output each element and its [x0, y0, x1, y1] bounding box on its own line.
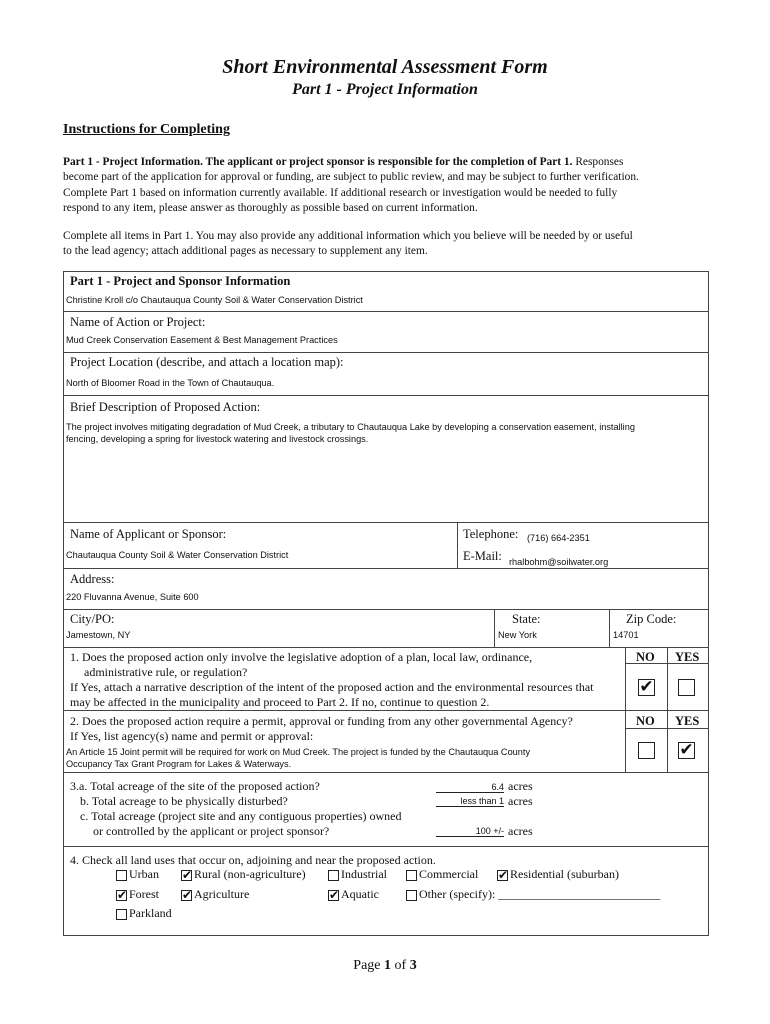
- q1-no-checkbox[interactable]: ✔: [639, 677, 654, 697]
- instructions-paragraph-2: [63, 229, 713, 260]
- q2-no-label: NO: [636, 714, 655, 728]
- other-label: Other (specify): ___________________________: [419, 887, 661, 901]
- city-label: City/PO:: [70, 612, 115, 626]
- page-of: of: [391, 958, 410, 973]
- rural-label: Rural (non-agriculture): [194, 867, 306, 881]
- location-label: Project Location (describe, and attach a location map):: [70, 355, 344, 369]
- divider: [457, 522, 458, 568]
- divider: [64, 647, 708, 648]
- instructions-text: become part of the application for approval or funding, are subject to public review, and may be subject to further verification.: [63, 171, 639, 184]
- section-title: Part 1 - Project and Sponsor Information: [70, 274, 291, 288]
- q3a-text: 3.a. Total acreage of the site of the proposed action?: [70, 779, 320, 793]
- urban-label: Urban: [129, 867, 159, 881]
- applicant-label: Name of Applicant or Sponsor:: [70, 527, 227, 541]
- divider: [667, 647, 668, 772]
- description-line: The project involves mitigating degradation of Mud Creek, a tributary to Chautauqua Lake by developing a conservation easement, installing: [66, 422, 635, 432]
- telephone-label: Telephone:: [463, 527, 519, 541]
- aquatic-label: Aquatic: [341, 887, 379, 901]
- action-value[interactable]: Mud Creek Conservation Easement & Best Management Practices: [66, 335, 338, 345]
- instructions-text: Complete Part 1 based on information currently available. If additional research or investigation would be needed to fully: [63, 186, 618, 199]
- q2-line: 2. Does the proposed action require a permit, approval or funding from any other governmental Agency?: [70, 714, 573, 728]
- other-checkbox[interactable]: [406, 890, 417, 901]
- q1-no-label: NO: [636, 650, 655, 664]
- instructions-bold-text: Part 1 - Project Information. The applicant or project sponsor is responsible for the completion of Part 1.: [63, 156, 573, 168]
- agriculture-checkbox[interactable]: ✔: [182, 888, 193, 902]
- residential-checkbox[interactable]: ✔: [498, 868, 509, 882]
- address-value[interactable]: 220 Fluvanna Avenue, Suite 600: [66, 592, 199, 602]
- q1-line: administrative rule, or regulation?: [84, 665, 248, 679]
- q3c-text: c. Total acreage (project site and any contiguous properties) owned: [80, 809, 402, 823]
- divider: [609, 609, 610, 647]
- page-current: 1: [384, 958, 392, 973]
- commercial-checkbox[interactable]: [406, 870, 417, 881]
- form-subtitle: Part 1 - Project Information: [292, 81, 478, 98]
- residential-label: Residential (suburban): [510, 867, 619, 881]
- state-value[interactable]: New York: [498, 630, 537, 640]
- description-label: Brief Description of Proposed Action:: [70, 400, 261, 414]
- instructions-heading: Instructions for Completing: [63, 122, 230, 137]
- divider: [64, 710, 708, 711]
- instructions-text: Responses: [572, 156, 624, 168]
- q2-answer[interactable]: [66, 746, 530, 770]
- q2-answer-line: An Article 15 Joint permit will be required for work on Mud Creek. The project is funded by the Chautauqua County: [66, 747, 531, 757]
- parkland-checkbox[interactable]: [116, 909, 127, 920]
- q3a-value[interactable]: 6.4: [436, 782, 504, 793]
- q4-heading: 4. Check all land uses that occur on, adjoining and near the proposed action.: [70, 853, 436, 867]
- page-prefix: Page: [353, 958, 385, 973]
- instructions-text: Complete all items in Part 1. You may also provide any additional information which you believe will be needed by or useful: [63, 230, 633, 242]
- q1-yes-label: YES: [675, 650, 700, 664]
- agriculture-label: Agriculture: [194, 887, 250, 901]
- divider: [64, 846, 708, 847]
- description-value[interactable]: [66, 421, 635, 445]
- divider: [64, 352, 708, 353]
- q3b-unit: acres: [508, 794, 533, 808]
- divider: [64, 609, 708, 610]
- divider: [64, 772, 708, 773]
- q3b-text: b. Total acreage to be physically disturbed?: [80, 794, 288, 808]
- q3c-value[interactable]: 100 +/-: [436, 826, 504, 837]
- instructions-text: respond to any item, please answer as thoroughly as possible based on current information.: [63, 201, 478, 214]
- location-value[interactable]: North of Bloomer Road in the Town of Chautauqua.: [66, 378, 275, 388]
- q3a-unit: acres: [508, 779, 533, 793]
- email-label: E-Mail:: [463, 549, 502, 563]
- divider: [494, 609, 495, 647]
- rural-checkbox[interactable]: ✔: [182, 868, 193, 882]
- forest-checkbox[interactable]: ✔: [117, 888, 128, 902]
- aquatic-checkbox[interactable]: ✔: [329, 888, 340, 902]
- description-line: fencing, developing a spring for livestock watering and livestock crossings.: [66, 434, 369, 444]
- zip-label: Zip Code:: [626, 612, 677, 626]
- divider: [625, 647, 626, 772]
- form-title: Short Environmental Assessment Form: [222, 56, 548, 78]
- q1-line: may be affected in the municipality and proceed to Part 2. If no, continue to question 2.: [70, 695, 490, 709]
- q2-no-checkbox[interactable]: [638, 742, 655, 759]
- instructions-paragraph-1: [63, 155, 713, 216]
- q2-yes-checkbox[interactable]: ✔: [679, 740, 694, 760]
- divider: [64, 311, 708, 312]
- divider: [64, 568, 708, 569]
- divider: [64, 522, 708, 523]
- q2-yes-label: YES: [675, 714, 700, 728]
- q1-yes-checkbox[interactable]: [678, 679, 695, 696]
- commercial-label: Commercial: [419, 867, 479, 881]
- address-label: Address:: [70, 572, 115, 586]
- q3b-value[interactable]: less than 1: [436, 796, 504, 807]
- sponsor-value[interactable]: Christine Kroll c/o Chautauqua County Soil & Water Conservation District: [66, 295, 363, 305]
- industrial-label: Industrial: [341, 867, 387, 881]
- city-value[interactable]: Jamestown, NY: [66, 630, 131, 640]
- q1-line: 1. Does the proposed action only involve the legislative adoption of a plan, local law, ordinance,: [70, 650, 533, 664]
- page-total: 3: [409, 958, 417, 973]
- zip-value[interactable]: 14701: [613, 630, 639, 640]
- email-value[interactable]: rhalbohm@soilwater.org: [509, 557, 609, 567]
- state-label: State:: [512, 612, 541, 626]
- page-number: [0, 958, 770, 974]
- q2-answer-line: Occupancy Tax Grant Program for Lakes & Waterways.: [66, 759, 292, 769]
- q2-line: If Yes, list agency(s) name and permit or approval:: [70, 729, 314, 743]
- industrial-checkbox[interactable]: [328, 870, 339, 881]
- q3c-text: or controlled by the applicant or project sponsor?: [93, 824, 330, 838]
- q1-line: If Yes, attach a narrative description of the intent of the proposed action and the environmental resources that: [70, 680, 594, 694]
- instructions-text: to the lead agency; attach additional pages as necessary to supplement any item.: [63, 245, 428, 258]
- project-sponsor-form: [63, 271, 709, 936]
- urban-checkbox[interactable]: [116, 870, 127, 881]
- applicant-value[interactable]: Chautauqua County Soil & Water Conservation District: [66, 550, 289, 560]
- forest-label: Forest: [129, 887, 159, 901]
- action-label: Name of Action or Project:: [70, 315, 206, 329]
- divider: [64, 395, 708, 396]
- q3c-unit: acres: [508, 824, 533, 838]
- telephone-value[interactable]: (716) 664-2351: [527, 533, 590, 543]
- parkland-label: Parkland: [129, 906, 172, 920]
